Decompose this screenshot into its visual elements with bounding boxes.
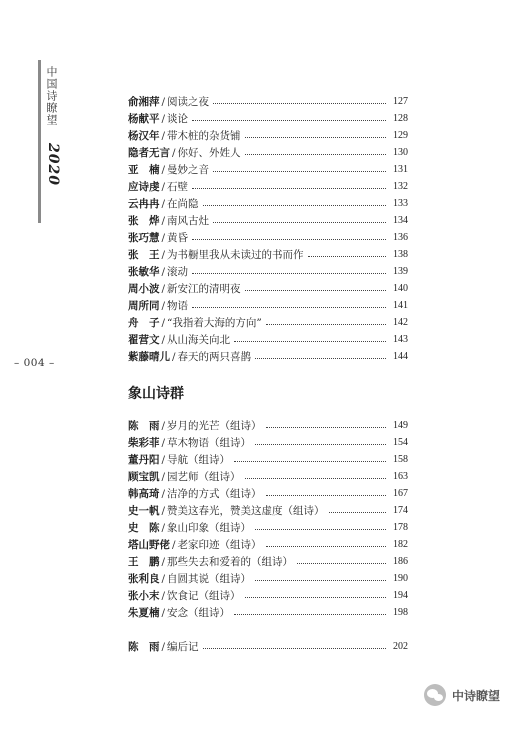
toc-separator: /: [161, 555, 166, 568]
toc-author: 张敏华: [128, 266, 160, 278]
toc-entry: [128, 144, 408, 161]
toc-entry: [128, 297, 408, 314]
toc-title: 石壁: [167, 181, 189, 193]
toc-title: 滚动: [167, 266, 189, 278]
toc-page: 133: [393, 198, 408, 209]
toc-author: 陈 雨: [128, 641, 160, 653]
toc-separator: /: [161, 265, 166, 278]
toc-leader: [203, 648, 386, 649]
toc-leader: [192, 273, 386, 274]
toc-page: 142: [393, 317, 408, 328]
toc-author: 隐者无言: [128, 147, 170, 159]
toc-leader: [297, 563, 386, 564]
toc-title: 黄昏: [167, 232, 189, 244]
toc-leader: [234, 341, 386, 342]
toc-page: 127: [393, 96, 408, 107]
toc-list-end: [128, 638, 408, 655]
section-heading: 象山诗群: [128, 386, 184, 402]
toc-separator: /: [161, 487, 166, 500]
toc-author: 董丹阳: [128, 454, 160, 466]
toc-separator: /: [161, 282, 166, 295]
toc-page: 144: [393, 351, 408, 362]
toc-title: 为书橱里我从未读过的书而作: [167, 249, 304, 261]
spine-bar: [38, 60, 41, 223]
toc-separator: /: [161, 504, 166, 517]
toc-page: 149: [393, 420, 408, 431]
toc-entry: [128, 348, 408, 365]
toc-leader: [192, 307, 386, 308]
toc-author: 俞湘萍: [128, 96, 160, 108]
toc-author: 韩高琦: [128, 488, 160, 500]
toc-title: 南风古灶: [167, 215, 210, 227]
toc-page: 190: [393, 573, 408, 584]
toc-separator: /: [161, 470, 166, 483]
toc-entry: [128, 246, 408, 263]
toc-page: 140: [393, 283, 408, 294]
toc-entry: [128, 485, 408, 502]
toc-separator: /: [161, 572, 166, 585]
toc-separator: /: [161, 299, 166, 312]
toc-entry: [128, 212, 408, 229]
toc-page: 198: [393, 607, 408, 618]
toc-leader: [245, 137, 386, 138]
toc-entry: [128, 195, 408, 212]
toc-separator: /: [161, 163, 166, 176]
toc-leader: [213, 171, 386, 172]
toc-title: 导航（组诗）: [167, 454, 231, 466]
toc-entry: [128, 638, 408, 655]
toc-entry: [128, 570, 408, 587]
toc-separator: /: [161, 606, 166, 619]
toc-entry: [128, 519, 408, 536]
toc-author: 史 陈: [128, 522, 160, 534]
toc-separator: /: [172, 146, 176, 159]
toc-separator: /: [161, 640, 166, 653]
toc-title: 那些失去和爱着的（组诗）: [167, 556, 294, 568]
toc-separator: /: [161, 112, 166, 125]
toc-author: 张小末: [128, 590, 160, 602]
toc-title: 饮食记（组诗）: [167, 590, 241, 602]
toc-entry: [128, 263, 408, 280]
watermark: [424, 684, 500, 706]
toc-entry: [128, 110, 408, 127]
toc-page: 130: [393, 147, 408, 158]
toc-author: 朱夏楠: [128, 607, 160, 619]
toc-entry: [128, 604, 408, 621]
toc-entry: [128, 502, 408, 519]
wechat-icon: [424, 684, 446, 706]
toc-leader: [192, 239, 386, 240]
toc-entry: [128, 331, 408, 348]
toc-separator: /: [172, 350, 176, 363]
toc-entry: [128, 468, 408, 485]
toc-entry: [128, 417, 408, 434]
toc-title: 园艺师（组诗）: [167, 471, 241, 483]
toc-separator: /: [161, 453, 166, 466]
toc-leader: [234, 614, 386, 615]
toc-separator: /: [172, 538, 176, 551]
toc-title: 象山印象（组诗）: [167, 522, 252, 534]
toc-list-top: [128, 93, 408, 365]
toc-author: 顾宝凯: [128, 471, 160, 483]
toc-title: 老家印迹（组诗）: [177, 539, 262, 551]
toc-leader: [255, 444, 386, 445]
toc-leader: [245, 478, 386, 479]
toc-title: 谈论: [167, 113, 189, 125]
toc-title: “我指着大海的方向”: [167, 317, 262, 329]
toc-page: 129: [393, 130, 408, 141]
page-number: – 004 –: [14, 357, 55, 369]
toc-title: 物语: [167, 300, 189, 312]
toc-leader: [255, 580, 386, 581]
toc-author: 紫藤晴儿: [128, 351, 170, 363]
toc-entry: [128, 93, 408, 110]
toc-entry: [128, 178, 408, 195]
toc-page: 158: [393, 454, 408, 465]
toc-entry: [128, 127, 408, 144]
toc-leader: [255, 529, 386, 530]
toc-separator: /: [161, 419, 166, 432]
toc-page: 202: [393, 641, 408, 652]
toc-title: 安念（组诗）: [167, 607, 231, 619]
toc-author: 史一帆: [128, 505, 160, 517]
toc-author: 周所同: [128, 300, 160, 312]
toc-leader: [245, 597, 386, 598]
toc-leader: [266, 495, 386, 496]
toc-page: 186: [393, 556, 408, 567]
toc-separator: /: [161, 95, 166, 108]
toc-leader: [192, 120, 386, 121]
toc-author: 张 烨: [128, 215, 160, 227]
toc-leader: [203, 205, 386, 206]
toc-leader: [245, 154, 386, 155]
watermark-text: 中诗瞭望: [452, 688, 501, 703]
toc-title: 洁净的方式（组诗）: [167, 488, 262, 500]
toc-separator: /: [161, 231, 166, 244]
toc-entry: [128, 314, 408, 331]
toc-page: 136: [393, 232, 408, 243]
toc-author: 柴彩菲: [128, 437, 160, 449]
toc-title: 曼妙之音: [167, 164, 210, 176]
toc-author: 杨献平: [128, 113, 160, 125]
toc-author: 亚 楠: [128, 164, 160, 176]
toc-title: 新安江的清明夜: [167, 283, 241, 295]
toc-author: 舟 子: [128, 317, 160, 329]
toc-separator: /: [161, 589, 166, 602]
toc-author: 翟营文: [128, 334, 160, 346]
toc-entry: [128, 587, 408, 604]
toc-leader: [213, 103, 386, 104]
toc-leader: [266, 427, 386, 428]
toc-list-section: [128, 417, 408, 621]
toc-title: 阅读之夜: [167, 96, 210, 108]
toc-title: 从山海关向北: [167, 334, 231, 346]
toc-page: 139: [393, 266, 408, 277]
toc-leader: [245, 290, 386, 291]
toc-separator: /: [161, 248, 166, 261]
toc-separator: /: [161, 197, 166, 210]
toc-separator: /: [161, 521, 166, 534]
toc-entry: [128, 451, 408, 468]
toc-leader: [192, 188, 386, 189]
toc-entry: [128, 536, 408, 553]
toc-author: 周小波: [128, 283, 160, 295]
book-spine-title: 中国诗瞭望: [45, 66, 58, 126]
toc-title: 岁月的光芒（组诗）: [167, 420, 262, 432]
toc-author: 张巧慧: [128, 232, 160, 244]
toc-separator: /: [161, 436, 166, 449]
toc-page: 163: [393, 471, 408, 482]
toc-title: 春天的两只喜鹊: [177, 351, 252, 363]
toc-page: 134: [393, 215, 408, 226]
toc-page: 138: [393, 249, 408, 260]
book-spine-year: 2020: [45, 143, 61, 186]
toc-author: 塔山野佬: [128, 539, 170, 551]
toc-page: 143: [393, 334, 408, 345]
toc-leader: [266, 324, 386, 325]
toc-title: 自圆其说（组诗）: [167, 573, 252, 585]
toc-leader: [266, 546, 386, 547]
toc-author: 陈 雨: [128, 420, 160, 432]
toc-author: 杨汉年: [128, 130, 160, 142]
toc-page: 194: [393, 590, 408, 601]
toc-page: 128: [393, 113, 408, 124]
toc-author: 应诗虔: [128, 181, 160, 193]
toc-author: 云冉冉: [128, 198, 160, 210]
toc-page: 154: [393, 437, 408, 448]
toc-page: 167: [393, 488, 408, 499]
toc-author: 王 鹏: [128, 556, 160, 568]
toc-author: 张 王: [128, 249, 160, 261]
toc-separator: /: [161, 180, 166, 193]
toc-title: 草木物语（组诗）: [167, 437, 252, 449]
toc-separator: /: [161, 333, 166, 346]
toc-page: 131: [393, 164, 408, 175]
toc-entry: [128, 553, 408, 570]
toc-page: 182: [393, 539, 408, 550]
toc-title: 带木桩的杂货铺: [167, 130, 241, 142]
toc-title: 你好、外姓人: [177, 147, 241, 159]
toc-leader: [329, 512, 386, 513]
toc-entry: [128, 229, 408, 246]
toc-leader: [234, 461, 386, 462]
toc-leader: [255, 358, 386, 359]
toc-leader: [213, 222, 386, 223]
toc-page: 132: [393, 181, 408, 192]
toc-leader: [308, 256, 386, 257]
toc-separator: /: [161, 316, 166, 329]
toc-separator: /: [161, 129, 166, 142]
toc-separator: /: [161, 214, 166, 227]
toc-page: 174: [393, 505, 408, 516]
toc-page: 178: [393, 522, 408, 533]
toc-entry: [128, 161, 408, 178]
toc-page: 141: [393, 300, 408, 311]
toc-title: 编后记: [167, 641, 199, 653]
toc-author: 张利良: [128, 573, 160, 585]
toc-title: 在尚隐: [167, 198, 199, 210]
toc-entry: [128, 434, 408, 451]
toc-entry: [128, 280, 408, 297]
toc-title: 赞美这春光，赞美这虚度（组诗）: [167, 505, 325, 517]
